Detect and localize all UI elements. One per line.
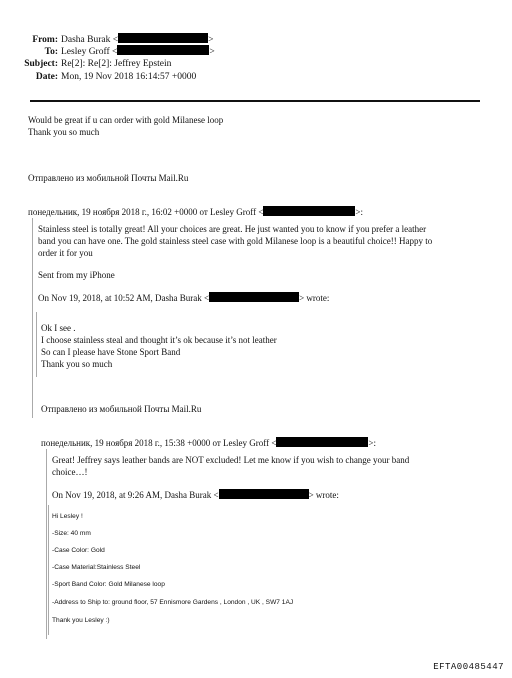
quote-2-line-3: So can I please have Stone Sport Band <box>41 347 181 357</box>
from-value: Dasha Burak < <box>61 35 119 45</box>
subject-value: Re[2]: Re[2]: Jeffrey Epstein <box>61 59 172 69</box>
quote-3-line-1: Great! Jeffrey says leather bands are NOT excluded! Let me know if you wish to change your band <box>52 455 410 465</box>
quote-1-line-1: Stainless steel is totally great! All your choices are great. He just wanted you to know if you prefer a leather <box>38 224 427 234</box>
order-line-address: -Address to Ship to: ground floor, 57 Ennismore Gardens , London , UK , SW7 1AJ <box>52 599 294 606</box>
bates-number: EFTA00485447 <box>433 662 504 672</box>
order-line-greeting: Hi Lesley ! <box>52 513 83 520</box>
redaction <box>276 437 368 447</box>
header-from: From: Dasha Burak < > <box>0 33 213 46</box>
quote-3-line-2: choice…! <box>52 467 88 477</box>
order-line-case-material: -Case Material:Stainless Steel <box>52 564 141 571</box>
quote-intro-1: понедельник, 19 ноября 2018 г., 16:02 +0000 от Lesley Groff < >: <box>28 207 363 217</box>
redaction <box>209 292 299 302</box>
quote-1-line-3: order it for you <box>38 248 93 258</box>
quote-2-line-4: Thank you so much <box>41 359 113 369</box>
quote-bar-3 <box>46 449 47 639</box>
header-subject <box>0 58 171 70</box>
quote-bar-2 <box>36 312 37 377</box>
to-value: Lesley Groff < <box>61 47 118 57</box>
redaction <box>219 489 309 499</box>
quote-2-line-1: Ok I see . <box>41 323 76 333</box>
quote-wrote-3: On Nov 19, 2018, at 9:26 AM, Dasha Burak < > wrote: <box>52 490 339 500</box>
header-divider <box>30 100 480 102</box>
quote-2-line-2: I choose stainless steal and thought it’s ok because it’s not leather <box>41 335 277 345</box>
date-label: Date: <box>35 72 58 82</box>
quote-2-signature: Отправлено из мобильной Почты Mail.Ru <box>41 404 202 414</box>
to-label: To: <box>44 47 58 57</box>
order-line-thanks: Thank you Lesley :) <box>52 617 110 624</box>
sent-from-iphone: Sent from my iPhone <box>38 270 115 280</box>
quote-1-line-2: band you can have one. The gold stainless steel case with gold Milanese loop is a beautiful choice!! Happy to <box>38 236 433 246</box>
date-value: Mon, 19 Nov 2018 16:14:57 +0000 <box>61 72 197 82</box>
quote-bar-1 <box>32 218 33 418</box>
subject-label: Subject: <box>24 59 58 69</box>
quote-wrote-1: On Nov 19, 2018, at 10:52 AM, Dasha Burak < > wrote: <box>38 293 330 303</box>
mail-signature: Отправлено из мобильной Почты Mail.Ru <box>28 173 189 183</box>
header-date <box>0 71 196 83</box>
order-line-case-color: -Case Color: Gold <box>52 547 105 554</box>
body-line-1: Would be great if u can order with gold Milanese loop <box>28 115 224 125</box>
order-line-size: -Size: 40 mm <box>52 530 91 537</box>
order-line-band-color: -Sport Band Color: Gold Milanese loop <box>52 581 165 588</box>
redaction <box>263 206 355 216</box>
header-to: To: Lesley Groff < > <box>0 45 215 58</box>
from-label: From: <box>32 35 58 45</box>
redaction <box>117 45 209 55</box>
body-line-2: Thank you so much <box>28 127 100 137</box>
quote-intro-3: понедельник, 19 ноября 2018 г., 15:38 +0000 от Lesley Groff < >: <box>41 438 376 448</box>
quote-bar-4 <box>48 505 49 635</box>
redaction <box>118 33 208 43</box>
